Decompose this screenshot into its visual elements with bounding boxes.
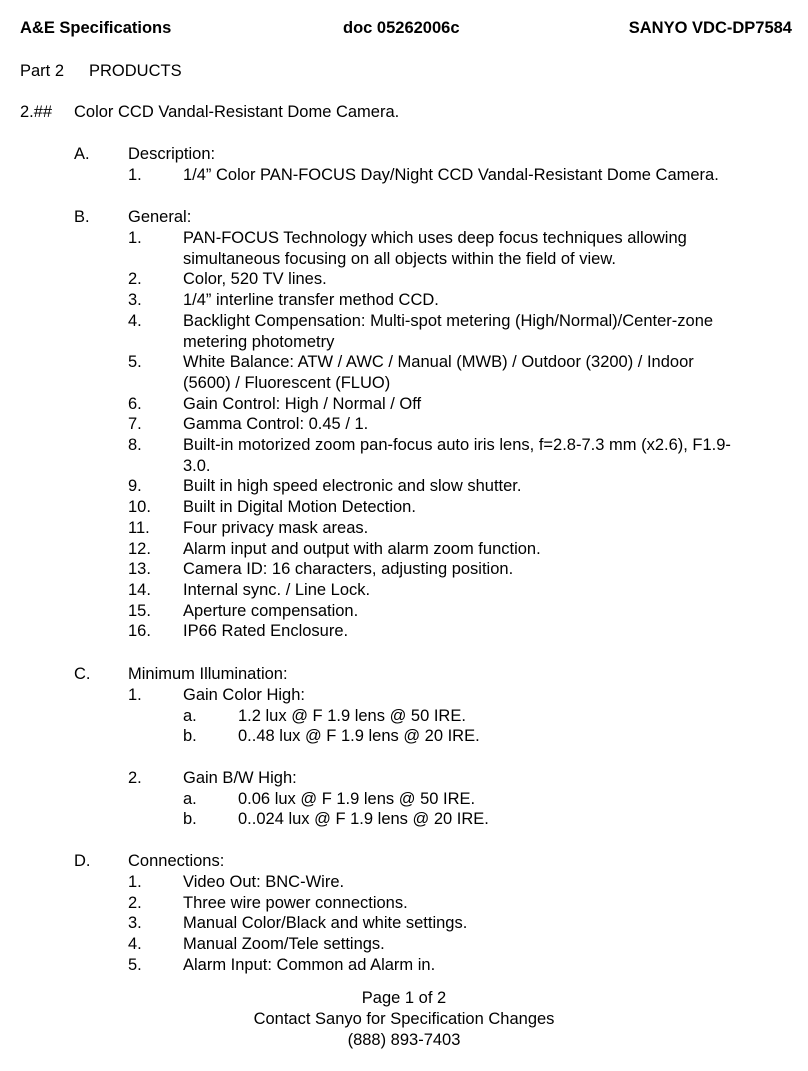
list-item-number: 10.	[128, 498, 151, 517]
list-item-number: 16.	[128, 622, 151, 641]
list-item-number: 6.	[128, 394, 142, 413]
list-item-text: IP66 Rated Enclosure.	[183, 622, 349, 641]
illumination-group-title: Gain B/W High:	[183, 769, 297, 787]
list-item-number: 13.	[128, 560, 151, 579]
illumination-group-number: 2.	[128, 769, 142, 787]
list-item-text: Four privacy mask areas.	[183, 518, 369, 537]
illumination-item-text: 0..024 lux @ F 1.9 lens @ 20 IRE.	[238, 810, 489, 829]
part-title: PRODUCTS	[89, 62, 182, 80]
list-item-text: White Balance: ATW / AWC / Manual (MWB) / Outdoor (3200) / Indoor	[183, 353, 694, 372]
list-item-text: Built in high speed electronic and slow shutter.	[183, 477, 522, 496]
list-item-text: (5600) / Fluorescent (FLUO)	[183, 373, 391, 392]
list-item-text: Color, 520 TV lines.	[183, 270, 327, 289]
part-number: Part 2	[20, 62, 65, 80]
list-item-number: 14.	[128, 580, 151, 599]
illumination-group-title: Gain Color High:	[183, 686, 305, 704]
list-item-text: Backlight Compensation: Multi-spot metering (High/Normal)/Center-zone	[183, 311, 714, 330]
list-item-number: 1.	[128, 873, 142, 891]
list-item-number: 1.	[128, 229, 142, 247]
illumination-item-letter: b.	[183, 810, 197, 829]
list-item-text: metering photometry	[183, 332, 335, 351]
header-left: A&E Specifications	[20, 19, 172, 37]
illumination-item-letter: a.	[183, 706, 197, 725]
list-item-number: 1.	[128, 166, 142, 184]
list-item-number: 5.	[128, 353, 142, 372]
list-item-text: Manual Color/Black and white settings.	[183, 914, 468, 933]
section-b-title: General:	[128, 208, 192, 226]
illumination-item-letter: b.	[183, 727, 197, 746]
list-item-text: PAN-FOCUS Technology which uses deep focus techniques allowing	[183, 229, 687, 247]
header-doc-number: doc 05262006c	[343, 19, 460, 37]
list-item-text: Internal sync. / Line Lock.	[183, 580, 371, 599]
list-item-number: 9.	[128, 477, 142, 496]
footer-phone: (888) 893-7403	[347, 1031, 461, 1049]
section-c-letter: C.	[74, 665, 91, 683]
list-item-number: 4.	[128, 935, 142, 954]
list-item-text: Camera ID: 16 characters, adjusting position.	[183, 560, 514, 579]
illumination-item-letter: a.	[183, 789, 197, 808]
list-item-number: 4.	[128, 311, 142, 330]
list-item-text: Video Out: BNC-Wire.	[183, 873, 345, 891]
section-d-title: Connections:	[128, 852, 225, 870]
illumination-group-number: 1.	[128, 686, 142, 704]
list-item-text: Aperture compensation.	[183, 601, 359, 620]
list-item-text: Gamma Control: 0.45 / 1.	[183, 415, 369, 434]
list-item-text: Three wire power connections.	[183, 893, 408, 912]
list-item-text: 1/4” Color PAN-FOCUS Day/Night CCD Vandal-Resistant Dome Camera.	[183, 166, 719, 184]
list-item-number: 8.	[128, 436, 142, 454]
list-item-text: Manual Zoom/Tele settings.	[183, 935, 385, 954]
list-item-text: Alarm input and output with alarm zoom function.	[183, 539, 541, 558]
footer-note: Contact Sanyo for Specification Changes	[253, 1010, 555, 1028]
list-item-text: simultaneous focusing on all objects within the field of view.	[183, 249, 616, 268]
list-item-text: Built in Digital Motion Detection.	[183, 498, 416, 517]
section-c-title: Minimum Illumination:	[128, 665, 288, 683]
list-item-text: 3.0.	[183, 456, 211, 475]
illumination-item-text: 0.06 lux @ F 1.9 lens @ 50 IRE.	[238, 789, 476, 808]
list-item-text: 1/4” interline transfer method CCD.	[183, 291, 439, 310]
footer-page-number: Page 1 of 2	[361, 989, 447, 1007]
item-title: Color CCD Vandal-Resistant Dome Camera.	[74, 103, 400, 121]
section-d-letter: D.	[74, 852, 91, 870]
list-item-number: 5.	[128, 955, 142, 974]
header-model: SANYO VDC-DP7584	[628, 19, 792, 37]
list-item-number: 2.	[128, 893, 142, 912]
illumination-item-text: 0..48 lux @ F 1.9 lens @ 20 IRE.	[238, 727, 480, 746]
section-b-letter: B.	[74, 208, 90, 226]
list-item-text: Alarm Input: Common ad Alarm in.	[183, 955, 436, 974]
item-number: 2.##	[20, 103, 53, 121]
list-item-number: 12.	[128, 539, 151, 558]
list-item-text: Gain Control: High / Normal / Off	[183, 394, 422, 413]
illumination-item-text: 1.2 lux @ F 1.9 lens @ 50 IRE.	[238, 706, 466, 725]
section-a-letter: A.	[74, 145, 90, 163]
list-item-number: 15.	[128, 601, 151, 620]
list-item-text: Built-in motorized zoom pan-focus auto iris lens, f=2.8-7.3 mm (x2.6), F1.9-	[183, 436, 731, 454]
list-item-number: 3.	[128, 291, 142, 310]
list-item-number: 3.	[128, 914, 142, 933]
list-item-number: 2.	[128, 270, 142, 289]
list-item-number: 7.	[128, 415, 142, 434]
section-a-title: Description:	[128, 145, 216, 163]
list-item-number: 11.	[128, 518, 150, 537]
